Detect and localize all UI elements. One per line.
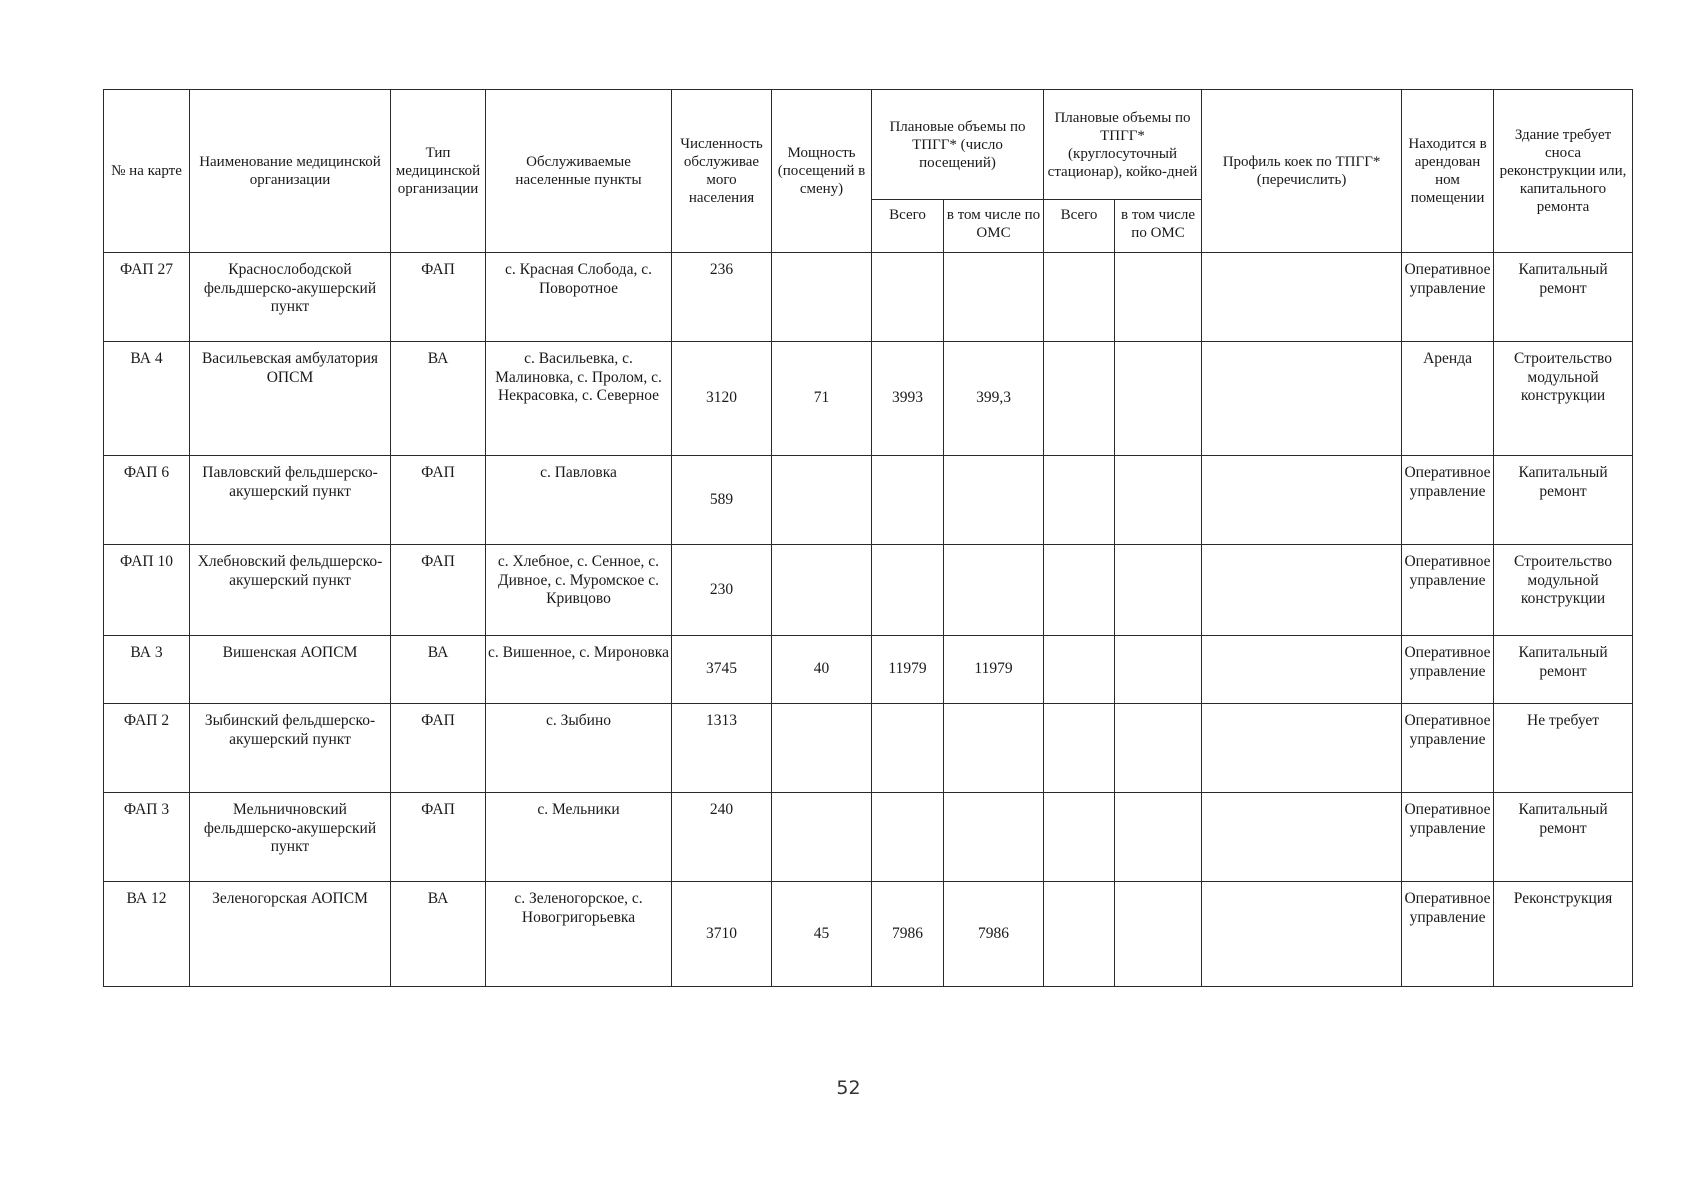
- cell-org-name: Зыбинский фельдшерско-акушерский пункт: [190, 704, 391, 793]
- cell-beds-total: [1044, 704, 1115, 793]
- cell-population: 3745: [672, 636, 772, 704]
- table-row: [104, 545, 1633, 636]
- table-row: [104, 342, 1633, 456]
- cell-visits-total: [872, 253, 944, 342]
- cell-capacity: [772, 793, 872, 882]
- cell-building: Капитальный ремонт: [1494, 636, 1633, 704]
- cell-premises: Оперативное управление: [1402, 253, 1494, 342]
- table-row: [104, 253, 1633, 342]
- header-bed-profile: Профиль коек по ТПГГ* (перечислить): [1202, 90, 1402, 253]
- cell-visits-oms: [944, 456, 1044, 545]
- cell-beds-total: [1044, 793, 1115, 882]
- cell-building: Реконструкция: [1494, 882, 1633, 987]
- cell-capacity: 71: [772, 342, 872, 456]
- cell-population: 1313: [672, 704, 772, 793]
- cell-org-name: Хлебновский фельдшерско-акушерский пункт: [190, 545, 391, 636]
- cell-population: 236: [672, 253, 772, 342]
- cell-settlements: с. Зыбино: [486, 704, 672, 793]
- cell-building: Строительство модульной конструкции: [1494, 342, 1633, 456]
- header-org-type: Тип медицинской организации: [391, 90, 486, 253]
- table-row: [104, 704, 1633, 793]
- cell-visits-total: [872, 545, 944, 636]
- cell-beds-total: [1044, 342, 1115, 456]
- cell-visits-total: 7986: [872, 882, 944, 987]
- cell-building: Капитальный ремонт: [1494, 253, 1633, 342]
- cell-org-type: ФАП: [391, 456, 486, 545]
- subheader-beds-total: Всего: [1044, 200, 1115, 253]
- header-population: Численность обслуживае мого населения: [672, 90, 772, 253]
- cell-building: Капитальный ремонт: [1494, 456, 1633, 545]
- subheader-visits-total: Всего: [872, 200, 944, 253]
- header-settlements: Обслуживаемые населенные пункты: [486, 90, 672, 253]
- cell-premises: Оперативное управление: [1402, 793, 1494, 882]
- cell-beds-total: [1044, 882, 1115, 987]
- cell-visits-oms: [944, 545, 1044, 636]
- cell-premises: Оперативное управление: [1402, 636, 1494, 704]
- table-row: [104, 793, 1633, 882]
- cell-org-type: ФАП: [391, 704, 486, 793]
- header-planned-visits: Плановые объемы по ТПГГ* (число посещений): [872, 90, 1044, 200]
- cell-population: 3120: [672, 342, 772, 456]
- cell-beds-oms: [1115, 456, 1202, 545]
- cell-building: Не требует: [1494, 704, 1633, 793]
- cell-bed-profile: [1202, 456, 1402, 545]
- cell-visits-total: [872, 456, 944, 545]
- cell-capacity: [772, 253, 872, 342]
- cell-settlements: с. Мельники: [486, 793, 672, 882]
- cell-visits-total: [872, 793, 944, 882]
- cell-capacity: [772, 456, 872, 545]
- facilities-table: [103, 89, 1633, 987]
- header-building-status: Здание требует сноса реконструкции или, капитального ремонта: [1494, 90, 1633, 253]
- cell-settlements: с. Вишенное, с. Мироновка: [486, 636, 672, 704]
- cell-visits-oms: 7986: [944, 882, 1044, 987]
- cell-capacity: [772, 545, 872, 636]
- cell-visits-oms: 11979: [944, 636, 1044, 704]
- subheader-beds-oms: в том числе по ОМС: [1115, 200, 1202, 253]
- cell-premises: Оперативное управление: [1402, 545, 1494, 636]
- cell-org-type: ФАП: [391, 545, 486, 636]
- cell-beds-oms: [1115, 882, 1202, 987]
- cell-settlements: с. Васильевка, с. Малиновка, с. Пролом, с. Некрасовка, с. Северное: [486, 342, 672, 456]
- cell-org-name: Васильевская амбулатория ОПСМ: [190, 342, 391, 456]
- cell-beds-total: [1044, 456, 1115, 545]
- cell-settlements: с. Красная Слобода, с. Поворотное: [486, 253, 672, 342]
- cell-org-name: Вишенская АОПСМ: [190, 636, 391, 704]
- table-header: [104, 90, 1633, 253]
- cell-beds-total: [1044, 636, 1115, 704]
- cell-visits-oms: [944, 793, 1044, 882]
- cell-visits-total: 3993: [872, 342, 944, 456]
- table-row: [104, 636, 1633, 704]
- cell-visits-oms: 399,3: [944, 342, 1044, 456]
- cell-beds-oms: [1115, 636, 1202, 704]
- cell-org-type: ФАП: [391, 253, 486, 342]
- cell-map-no: ФАП 6: [104, 456, 190, 545]
- header-planned-beds: Плановые объемы по ТПГГ* (круглосуточный стационар), койко-дней: [1044, 90, 1202, 200]
- cell-map-no: ФАП 2: [104, 704, 190, 793]
- cell-beds-total: [1044, 253, 1115, 342]
- cell-map-no: ФАП 27: [104, 253, 190, 342]
- cell-org-type: ФАП: [391, 793, 486, 882]
- cell-population: 230: [672, 545, 772, 636]
- cell-map-no: ВА 12: [104, 882, 190, 987]
- cell-org-type: ВА: [391, 342, 486, 456]
- header-leased-premises: Находится в арендован ном помещении: [1402, 90, 1494, 253]
- cell-visits-total: 11979: [872, 636, 944, 704]
- cell-premises: Оперативное управление: [1402, 456, 1494, 545]
- header-map-no: № на карте: [104, 90, 190, 253]
- subheader-visits-oms: в том числе по ОМС: [944, 200, 1044, 253]
- cell-org-name: Зеленогорская АОПСМ: [190, 882, 391, 987]
- cell-beds-oms: [1115, 545, 1202, 636]
- cell-map-no: ФАП 3: [104, 793, 190, 882]
- cell-bed-profile: [1202, 253, 1402, 342]
- cell-capacity: [772, 704, 872, 793]
- cell-map-no: ВА 3: [104, 636, 190, 704]
- cell-bed-profile: [1202, 636, 1402, 704]
- cell-bed-profile: [1202, 793, 1402, 882]
- header-capacity: Мощность (посещений в смену): [772, 90, 872, 253]
- cell-settlements: с. Зеленогорское, с. Новогригорьевка: [486, 882, 672, 987]
- cell-beds-oms: [1115, 704, 1202, 793]
- page-number: 52: [836, 1077, 861, 1099]
- cell-org-name: Краснослободской фельдшерско-акушерский пункт: [190, 253, 391, 342]
- cell-population: 589: [672, 456, 772, 545]
- cell-bed-profile: [1202, 704, 1402, 793]
- cell-capacity: 45: [772, 882, 872, 987]
- cell-population: 240: [672, 793, 772, 882]
- cell-beds-oms: [1115, 342, 1202, 456]
- cell-settlements: с. Хлебное, с. Сенное, с. Дивное, с. Муромское с. Кривцово: [486, 545, 672, 636]
- cell-map-no: ВА 4: [104, 342, 190, 456]
- cell-org-name: Павловский фельдшерско-акушерский пункт: [190, 456, 391, 545]
- cell-premises: Оперативное управление: [1402, 704, 1494, 793]
- cell-map-no: ФАП 10: [104, 545, 190, 636]
- cell-bed-profile: [1202, 342, 1402, 456]
- cell-bed-profile: [1202, 882, 1402, 987]
- cell-beds-oms: [1115, 793, 1202, 882]
- cell-building: Строительство модульной конструкции: [1494, 545, 1633, 636]
- header-org-name: Наименование медицинской организации: [190, 90, 391, 253]
- cell-premises: Оперативное управление: [1402, 882, 1494, 987]
- cell-visits-oms: [944, 253, 1044, 342]
- table-row: [104, 456, 1633, 545]
- table-body: [104, 253, 1633, 987]
- cell-premises: Аренда: [1402, 342, 1494, 456]
- cell-settlements: с. Павловка: [486, 456, 672, 545]
- cell-beds-oms: [1115, 253, 1202, 342]
- cell-bed-profile: [1202, 545, 1402, 636]
- cell-org-type: ВА: [391, 882, 486, 987]
- cell-visits-total: [872, 704, 944, 793]
- cell-org-type: ВА: [391, 636, 486, 704]
- cell-org-name: Мельничновский фельдшерско-акушерский пункт: [190, 793, 391, 882]
- cell-building: Капитальный ремонт: [1494, 793, 1633, 882]
- table-row: [104, 882, 1633, 987]
- cell-population: 3710: [672, 882, 772, 987]
- cell-visits-oms: [944, 704, 1044, 793]
- cell-capacity: 40: [772, 636, 872, 704]
- cell-beds-total: [1044, 545, 1115, 636]
